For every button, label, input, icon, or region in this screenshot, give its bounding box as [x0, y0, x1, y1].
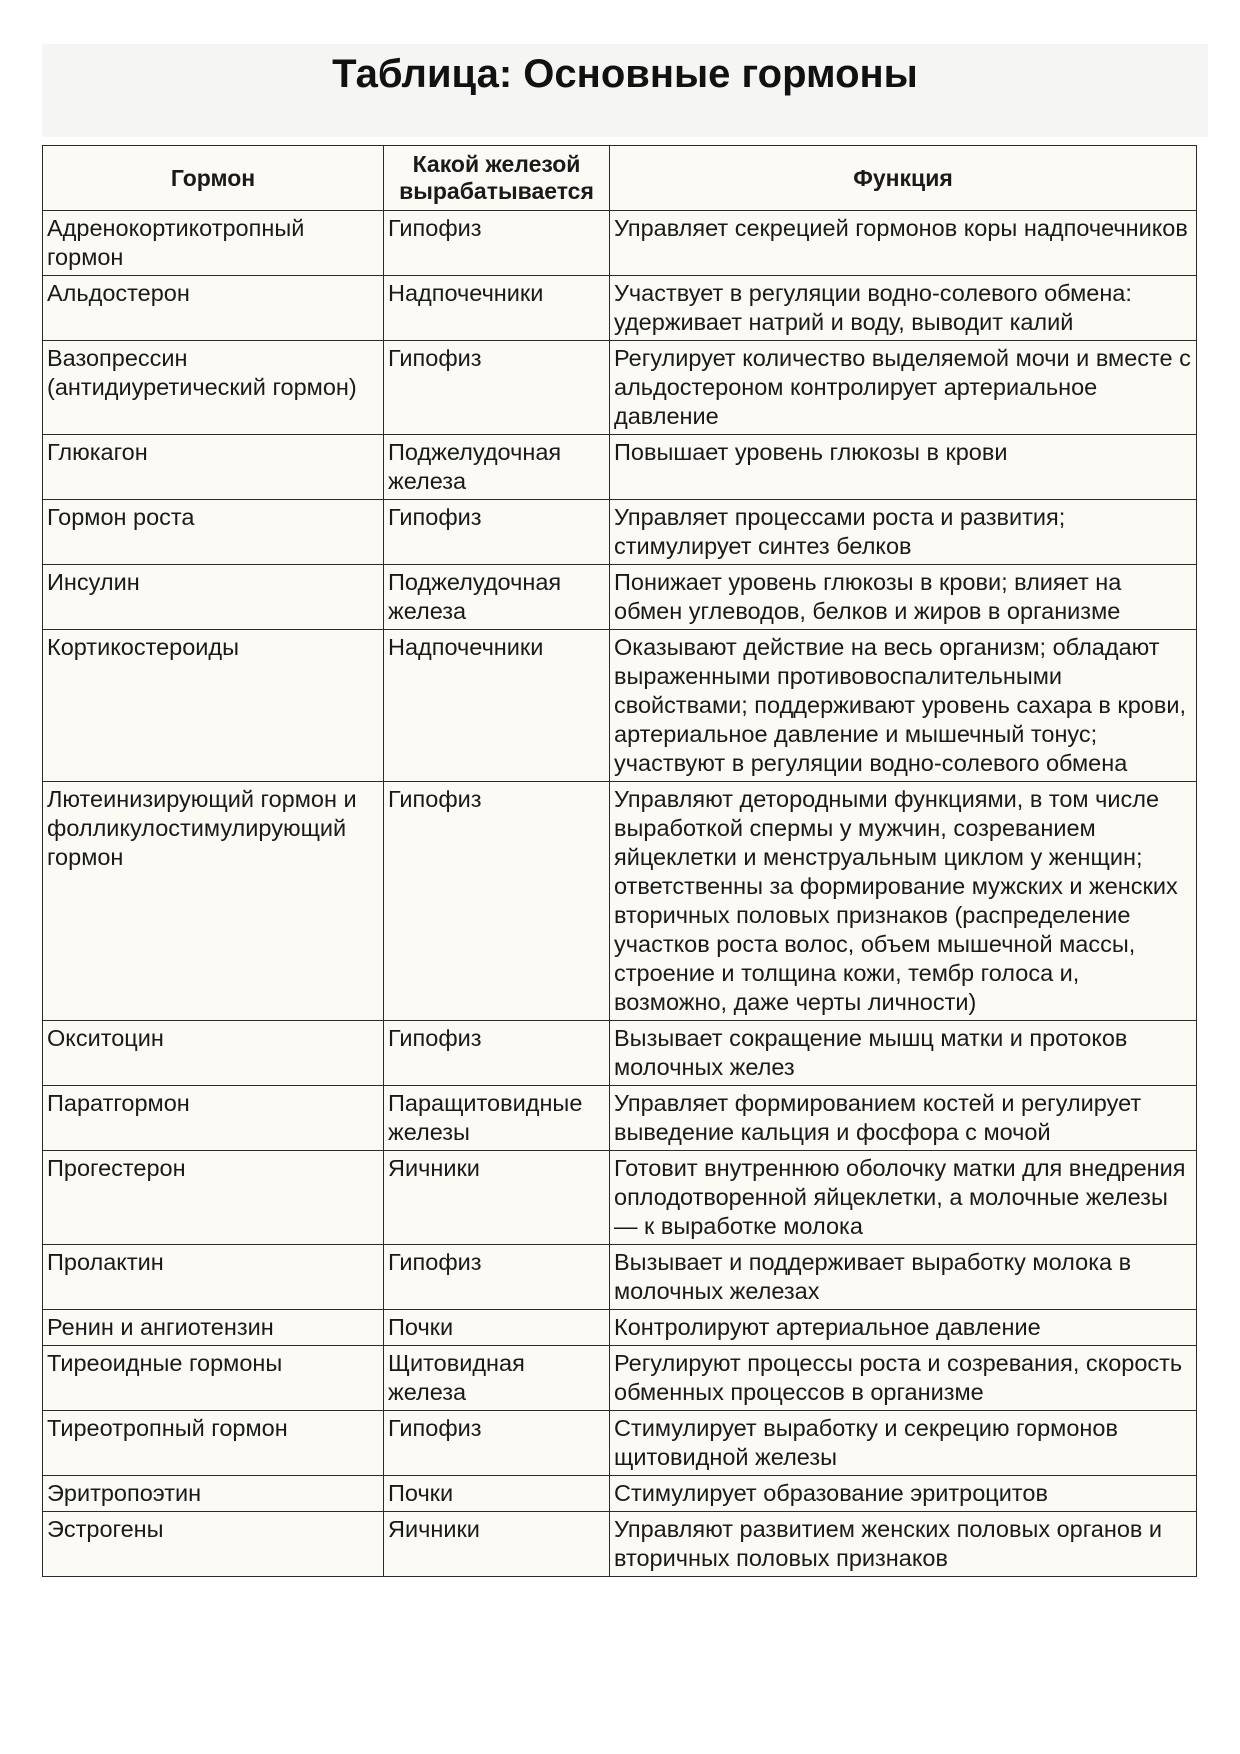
table-row: [43, 500, 1197, 565]
table-row: [43, 341, 1197, 435]
gland-cell: Поджелудочная железа: [384, 435, 610, 500]
table-row: [43, 782, 1197, 1021]
hormone-cell: Кортикостероиды: [43, 630, 384, 782]
page-title: Таблица: Основные гормоны: [332, 52, 918, 96]
hormone-cell: Тиреоидные гормоны: [43, 1346, 384, 1411]
gland-cell: Гипофиз: [384, 341, 610, 435]
table-row: [43, 1245, 1197, 1310]
hormone-cell: Адренокортикотропный гормон: [43, 211, 384, 276]
gland-cell: Поджелудочная железа: [384, 565, 610, 630]
hormone-cell: Паратгормон: [43, 1086, 384, 1151]
function-cell: Стимулирует выработку и секрецию гормонов щитовидной железы: [610, 1411, 1197, 1476]
function-cell: Повышает уровень глюкозы в крови: [610, 435, 1197, 500]
table-row: [43, 1151, 1197, 1245]
table-body: [43, 211, 1197, 1577]
gland-cell: Гипофиз: [384, 211, 610, 276]
gland-cell: Гипофиз: [384, 1245, 610, 1310]
function-cell: Управляет процессами роста и развития; стимулирует синтез белков: [610, 500, 1197, 565]
table-row: [43, 1021, 1197, 1086]
function-cell: Вызывает и поддерживает выработку молока в молочных железах: [610, 1245, 1197, 1310]
table-row: [43, 211, 1197, 276]
function-cell: Управляет секрецией гормонов коры надпочечников: [610, 211, 1197, 276]
gland-cell: Почки: [384, 1476, 610, 1512]
gland-cell: Надпочечники: [384, 630, 610, 782]
hormone-cell: Пролактин: [43, 1245, 384, 1310]
hormone-cell: Эритропоэтин: [43, 1476, 384, 1512]
hormone-cell: Глюкагон: [43, 435, 384, 500]
gland-cell: Яичники: [384, 1512, 610, 1577]
function-cell: Управляет формированием костей и регулирует выведение кальция и фосфора с мочой: [610, 1086, 1197, 1151]
table-row: [43, 1310, 1197, 1346]
table-header-row: [43, 146, 1197, 211]
function-cell: Вызывает сокращение мышц матки и протоков молочных желез: [610, 1021, 1197, 1086]
function-cell: Управляют детородными функциями, в том числе выработкой спермы у мужчин, созреванием яйцеклетки и менструальным циклом у женщин; ответственны за формирование мужских и женских вторичных половых признаков (распределение участков роста волос, объем мышечной массы, строение и толщина кожи, тембр голоса и, возможно, даже черты личности): [610, 782, 1197, 1021]
function-cell: Оказывают действие на весь организм; обладают выраженными противовоспалительными свойствами; поддерживают уровень сахара в крови, артериальное давление и мышечный тонус; участвуют в регуляции водно-солевого обмена: [610, 630, 1197, 782]
table-row: [43, 565, 1197, 630]
hormone-cell: Прогестерон: [43, 1151, 384, 1245]
column-header-function: Функция: [610, 146, 1197, 211]
title-bar: [42, 44, 1208, 137]
gland-cell: Гипофиз: [384, 500, 610, 565]
hormone-cell: Лютеинизирующий гормон и фолликулостимулирующий гормон: [43, 782, 384, 1021]
function-cell: Контролируют артериальное давление: [610, 1310, 1197, 1346]
hormone-cell: Тиреотропный гормон: [43, 1411, 384, 1476]
function-cell: Стимулирует образование эритроцитов: [610, 1476, 1197, 1512]
table-row: [43, 435, 1197, 500]
column-header-gland: Какой железой вырабатывается: [384, 146, 610, 211]
hormones-table: [42, 145, 1197, 1577]
function-cell: Регулирует количество выделяемой мочи и вместе с альдостероном контролирует артериальное давление: [610, 341, 1197, 435]
gland-cell: Яичники: [384, 1151, 610, 1245]
table-row: [43, 1512, 1197, 1577]
hormone-cell: Инсулин: [43, 565, 384, 630]
function-cell: Управляют развитием женских половых органов и вторичных половых признаков: [610, 1512, 1197, 1577]
hormone-cell: Окситоцин: [43, 1021, 384, 1086]
gland-cell: Паращитовидные железы: [384, 1086, 610, 1151]
function-cell: Регулируют процессы роста и созревания, скорость обменных процессов в организме: [610, 1346, 1197, 1411]
hormone-cell: Вазопрессин (антидиуретический гормон): [43, 341, 384, 435]
table-row: [43, 276, 1197, 341]
hormone-cell: Альдостерон: [43, 276, 384, 341]
table-row: [43, 1476, 1197, 1512]
function-cell: Готовит внутреннюю оболочку матки для внедрения оплодотворенной яйцеклетки, а молочные железы — к выработке молока: [610, 1151, 1197, 1245]
function-cell: Понижает уровень глюкозы в крови; влияет на обмен углеводов, белков и жиров в организме: [610, 565, 1197, 630]
hormone-cell: Гормон роста: [43, 500, 384, 565]
gland-cell: Гипофиз: [384, 782, 610, 1021]
gland-cell: Гипофиз: [384, 1021, 610, 1086]
gland-cell: Гипофиз: [384, 1411, 610, 1476]
hormone-cell: Эстрогены: [43, 1512, 384, 1577]
hormone-cell: Ренин и ангиотензин: [43, 1310, 384, 1346]
table-row: [43, 630, 1197, 782]
table-row: [43, 1086, 1197, 1151]
gland-cell: Почки: [384, 1310, 610, 1346]
column-header-hormone: Гормон: [43, 146, 384, 211]
table-row: [43, 1346, 1197, 1411]
gland-cell: Надпочечники: [384, 276, 610, 341]
function-cell: Участвует в регуляции водно-солевого обмена: удерживает натрий и воду, выводит калий: [610, 276, 1197, 341]
gland-cell: Щитовидная железа: [384, 1346, 610, 1411]
table-row: [43, 1411, 1197, 1476]
